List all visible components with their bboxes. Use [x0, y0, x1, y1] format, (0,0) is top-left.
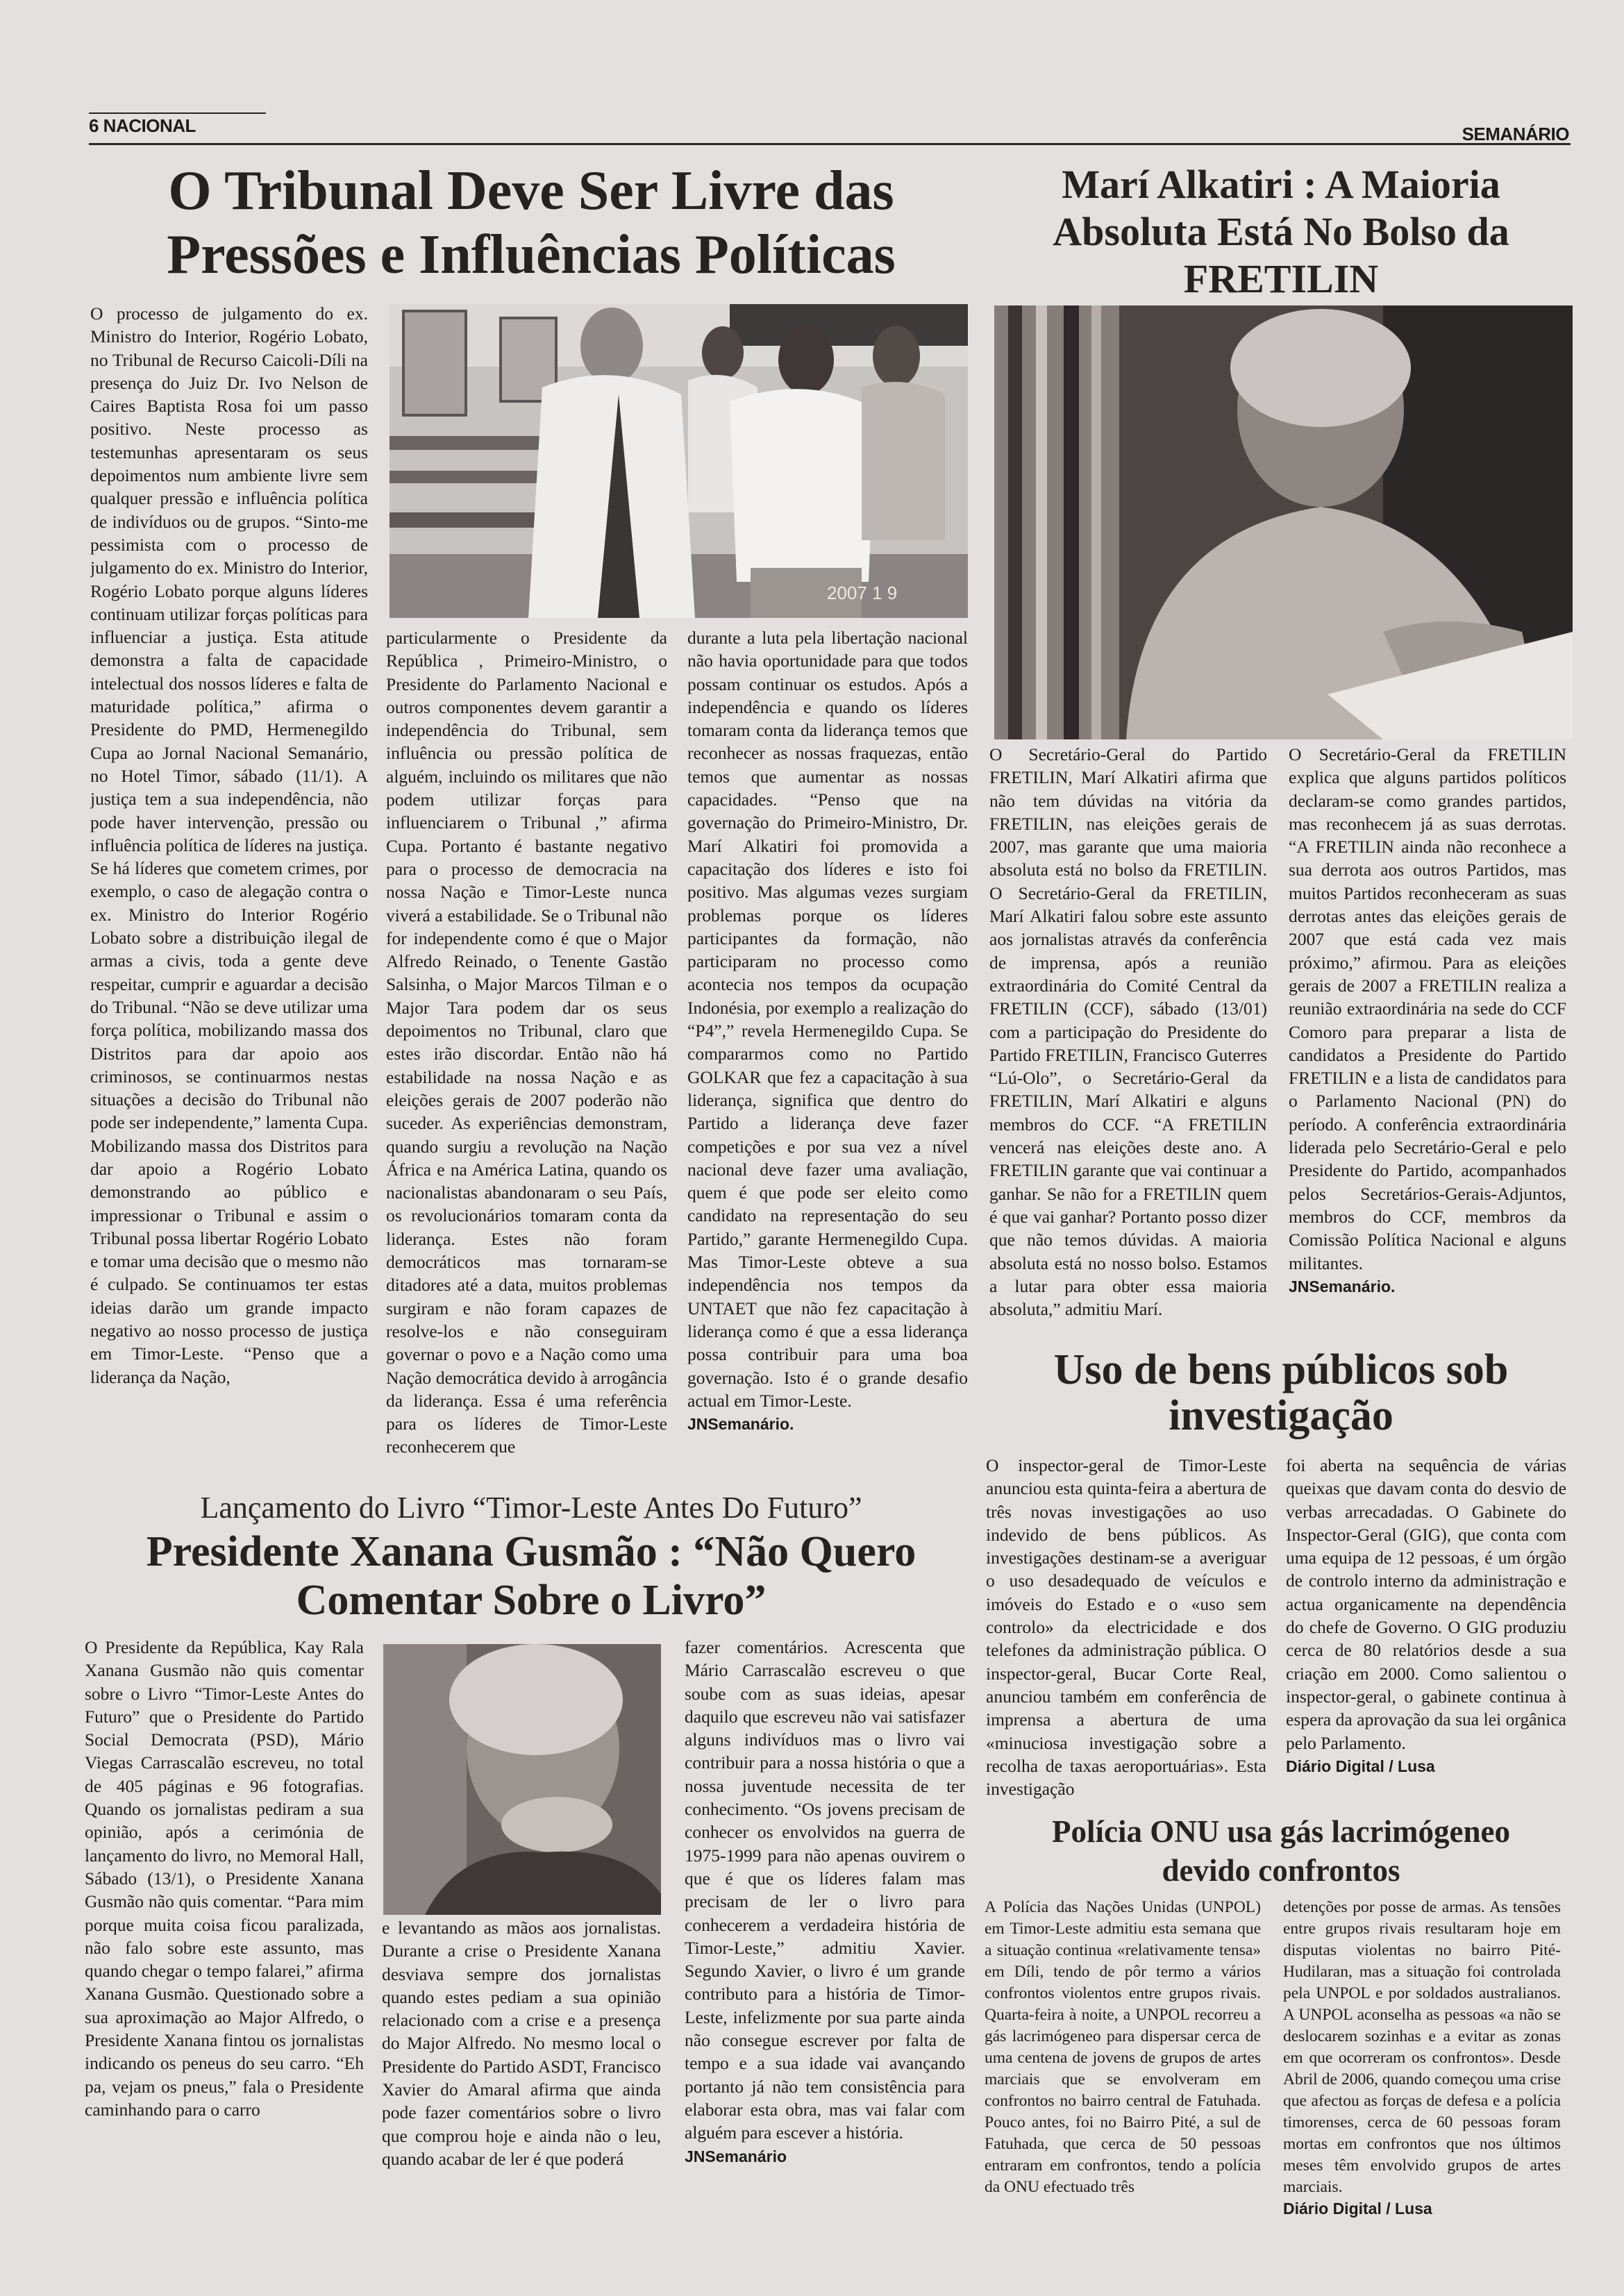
article4-col1-text: O inspector-geral de Timor-Leste anunciou esta quinta-feira a abertura de três novas investigações ao uso indevido de bens públicos. As investigações destinam-se a averiguar o uso desadequado de veículos e imóveis do Estado e o «uso sem controlo» da electricidade e dos telefones da administração pública. O inspector-geral, Bucar Corte Real, anunciou também em conferência de imprensa a abertura de uma «minuciosa investigação sobre a recolha de taxas aeroportuárias». Esta investigação [986, 1455, 1266, 1800]
alkatiri-photo [994, 305, 1573, 739]
article3-column3 [685, 1636, 965, 2219]
article1-column3 [687, 626, 968, 1482]
article1-column1 [90, 302, 368, 1482]
article5-col2-text: detenções por posse de armas. As tensões entre grupos rivais resultaram hoje em disputas violentas no bairro Pité-Hudilaran, mas a situação foi controlada pela UNPOL e por soldados australianos. A UNPOL aconselha as pessoas «a não se deslocarem sozinhas e a evitar as zonas em que ocorreram os confrontos». Desde Abril de 2006, quando começou uma crise que afectou as forças de defesa e a polícia timorenses, cerca de 60 pessoas foram mortas em confrontos que nos últimos meses têm envolvido grupos de artes marciais. [1283, 1898, 1561, 2196]
article2-col1-text: O Secretário-Geral do Partido FRETILIN, Marí Alkatiri afirma que não tem dúvidas na vitória da FRETILIN, nas eleições gerais de 2007, mas garante que uma maioria absoluta está no bolso da FRETILIN. O Secretário-Geral da FRETILIN, Marí Alkatiri falou sobre este assunto aos jornalistas através da conferência de imprensa, após a reunião extraordinária do Comité Central da FRETILIN (CCF), sábado (13/01) com a participação do Presidente do Partido FRETILIN, Francisco Guterres “Lú-Olo”, o Secretário-Geral da FRETILIN, Marí Alkatiri e alguns membros do CCF. “A FRETILIN vencerá nas eleições deste ano. A FRETILIN garante que vai continuar a ganhar. Se não for a FRETILIN quem é que vai ganhar? Portanto posso dizer que não temos dúvidas. A maioria absoluta está no nosso bolso. Estamos a lutar para obter essa maioria absoluta,” admitiu Marí. [989, 744, 1267, 1320]
article2-column1 [989, 743, 1267, 1354]
article5-title-line1: Polícia ONU usa gás lacrimógeneo [1052, 1814, 1510, 1849]
article2-signature: JNSemanário. [1289, 1277, 1396, 1296]
article4-column2 [1286, 1454, 1566, 1808]
article4-column1 [986, 1454, 1266, 1808]
article3-title-line2: Comentar Sobre o Livro” [296, 1577, 767, 1624]
court-hearing-photo [390, 304, 968, 618]
article2-title-line2: Absoluta Está No Bolso da [1053, 209, 1509, 254]
article5-title-line2: devido confrontos [1162, 1853, 1400, 1888]
article5-column2 [1283, 1897, 1561, 2265]
xavier-do-amaral-photo [383, 1644, 661, 1915]
article2-column2 [1289, 743, 1566, 1354]
article4-signature: Diário Digital / Lusa [1286, 1757, 1435, 1775]
article4-col2-text: foi aberta na sequência de várias queixas que davam conta do desvio de verbas arrecadadas. O Gabinete do Inspector-Geral (GIG), que conta com uma equipa de 12 pessoas, é um órgão de controlo interno da administração e actua organicamente na dependência do chefe de Governo. O GIG produziu cerca de 80 relatórios desde a sua criação em 2000. Como salientou o inspector-geral, o gabinete continua à espera da aprovação da sua lei orgânica pelo Parlamento. [1286, 1455, 1566, 1753]
article1-title-line2: Pressões e Influências Políticas [167, 224, 896, 285]
article3-signature: JNSemanário [685, 2147, 787, 2165]
court-photo-art [390, 304, 968, 618]
article3-col1-text: O Presidente da República, Kay Rala Xanana Gusmão não quis comentar sobre o Livro “Timor-Leste Antes do Futuro” que o Presidente do Partido Social Democrata (PSD), Mário Viegas Carrascalão escreveu, no total de 405 páginas e 96 fotografias. Quando os jornalistas pediram a sua opinião, após a cerimónia de lançamento do livro, no Memoral Hall, Sábado (13/1), o Presidente Xanana Gusmão não quis comentar. “Para mim porque muita coisa ficou paralizada, não falo sobre este assunto, mas quando chegar o tempo falarei,” afirma Xanana Gusmão. Questionado sobre a sua aproximação ao Major Alfredo, o Presidente Xanana fintou os jornalistas indicando os peneus do seu carro. “Eh pa, vejam os pneus,” fala o Presidente caminhando para o carro [85, 1637, 364, 2120]
article2-title-line3: FRETILIN [1183, 256, 1379, 301]
article3-column1 [85, 1636, 364, 2219]
article1-column2 [386, 626, 667, 1482]
article5-col1-text: A Polícia das Nações Unidas (UNPOL) em Timor-Leste admitiu esta semana que a situação continua «relativamente tensa» em Díli, tendo de pôr termo a vários confrontos violentos entre grupos rivais. Quarta-feira à noite, a UNPOL recorreu a gás lacrimógeneo para dispersar cerca de uma centena de jovens de grupos de artes marciais que se envolveram em confrontos no bairro central de Fatuhada. Pouco antes, foi no Bairro Pité, a sul de Fatuhada, que cerca de 50 pessoas entraram em confrontos, tendo a polícia da ONU efectuado três [985, 1898, 1261, 2196]
xavier-photo-art [383, 1644, 661, 1915]
article5-column1 [985, 1897, 1261, 2265]
article3-col2-text: e levantando as mãos aos jornalistas. Durante a crise o Presidente Xanana desviava sempre dos jornalistas quando estes pediam a sua opinião relacionado com a crise e a presença do Major Alfredo. No mesmo local o Presidente do Partido ASDT, Francisco Xavier do Amaral afirma que ainda pode fazer comentários sobre o livro que comprou hoje e ainda não o leu, quando acabar de ler é que poderá [382, 1918, 661, 2169]
section-underline [89, 112, 266, 114]
article3-column2 [382, 1916, 661, 2219]
article3-kicker: Lançamento do Livro “Timor-Leste Antes Do Futuro” [200, 1491, 862, 1525]
article1-signature: JNSemanário. [687, 1415, 794, 1434]
header-rule [89, 143, 1571, 145]
publication-name: SEMANÁRIO [1462, 124, 1569, 144]
article3-title-line1: Presidente Xanana Gusmão : “Não Quero [146, 1528, 916, 1575]
article1-col3-text: durante a luta pela libertação nacional não havia oportunidade para que todos possam continuar os estudos. Após a independência e quando os líderes tomaram conta da liderança temos que reconhecer as nossas fraquezas, então temos que aumentar as nossas capacidades. “Penso que na governação do Primeiro-Ministro, Dr. Marí Alkatiri foi promovida a capacitação dos líderes e isto foi positivo. Mas algumas vezes surgiam problemas porque os líderes participantes da formação, não participaram no processo como acontecia nos tempos da ocupação Indonésia, por exemplo a realização do “P4”,” revela Hermenegildo Cupa. Se compararmos como no Partido GOLKAR que fez a capacitação à sua liderança, significa que dentro do Partido a liderança deve fazer competições e por sua vez a nível nacional deve fazer uma avaliação, quem é que pode ser eleito como candidato na representação do seu Partido,” garante Hermenegildo Cupa. Mas Timor-Leste obteve a sua independência nos tempos da UNTAET que não fez capacitação à liderança como é que a essa liderança possa contribuir para uma boa governação. Isto é o grande desafio actual em Timor-Leste. [687, 628, 968, 1411]
photo-date-stamp: 2007 1 9 [827, 583, 898, 603]
article2-col2-text: O Secretário-Geral da FRETILIN explica que alguns partidos políticos declaram-se como grandes partidos, mas reconhecem já as suas derrotas. “A FRETILIN ainda não reconhece a sua derrota aos outros Partidos, mas muitos Partidos reconheceram as suas derrotas antes das eleições gerais de 2007 que está cada vez mais próximo,” afirmou. Para as eleições gerais de 2007 a FRETILIN realiza a reunião extraordinária na sede do CCF Comoro para preparar a lista de candidatos a Presidente do Partido FRETILIN e a lista de candidatos para o Parlamento Nacional (PN) do período. A conferência extraordinária liderada pelo Secretário-Geral e pelo Presidente do Partido, acompanhados pelos Secretários-Gerais-Adjuntos, membros do CCF, membros da Comissão Política Nacional e alguns militantes. [1289, 744, 1566, 1273]
article1-col1-text: O processo de julgamento do ex. Ministro do Interior, Rogério Lobato, no Tribunal de Recurso Caicoli-Díli na presença do Juiz Dr. Ivo Nelson de Caires Baptista Rosa foi um passo positivo. Neste processo as testemunhas apresentaram os seus depoimentos num ambiente livre sem qualquer pressão e influência política de indivíduos ou de grupos. “Sinto-me pessimista com o processo de julgamento do ex. Ministro do Interior, Rogério Lobato porque alguns líderes continuam utilizar forças políticas para influenciar a justiça. Esta atitude demonstra a falta de capacidade intelectual dos nossos líderes e falta de maturidade política,” afirma o Presidente do PMD, Hermenegildo Cupa ao Jornal Nacional Semanário, no Hotel Timor, sábado (11/1). A justiça tem a sua independência, não pode haver intervenção, pressão ou influência política de líderes na justiça. Se há líderes que cometem crimes, por exemplo, o caso de alegação contra o ex. Ministro do Interior Rogério Lobato sobre a distribuição ilegal de armas a civis, toda a gente deve respeitar, cumprir e aguardar a decisão do Tribunal. “Não se deve utilizar uma força política, mobilizando massa dos Distritos para dar apoio aos criminosos, se continuarmos nestas situações a decisão do Tribunal não pode ser independente,” lamenta Cupa. Mobilizando massa dos Distritos para dar apoio a Rogério Lobato demonstrando ao público e impressionar o Tribunal e assim o Tribunal possa libertar Rogério Lobato e tomar uma decisão que o mesmo não é culpado. Se continuamos ter estas ideias darão um grande impacto negativo ao nosso processo de justiça em Timor-Leste. “Penso que a liderança da Nação, [90, 303, 368, 1387]
article1-title-line1: O Tribunal Deve Ser Livre das [168, 160, 894, 221]
article4-title-line2: investigação [1169, 1392, 1393, 1439]
section-label: 6 NACIONAL [89, 115, 196, 136]
article1-col2-text: particularmente o Presidente da República , Primeiro-Ministro, o Presidente do Parlamento Nacional e outros componentes devem garantir a independência do Tribunal, sem influência ou pressão política de alguém, incluindo os militares que não podem utilizar forças para influenciarem o Tribunal ,” afirma Cupa. Portanto é bastante negativo para o processo de democracia na nossa Nação e Timor-Leste nunca viverá a estabilidade. Se o Tribunal não for independente como é que o Major Alfredo Reinado, o Tenente Gastão Salsinha, o Major Marcos Tilman e o Major Tara podem dar os seus depoimentos no Tribunal, claro que estes irão discordar. Então não há estabilidade na nossa Nação e as eleições gerais de 2007 poderão não suceder. As experiências demonstram, quando surgiu a revolução na Nação África e na América Latina, quando os nacionalistas abandonaram o seu País, os revolucionários tomaram conta da liderança. Estes não foram democráticos mas tornaram-se ditadores até a data, muitos problemas surgiram e não foram capazes de resolve-los e não conseguiram governar o povo e a Nação como uma Nação democrática devido à arrogância da liderança. Essa é uma referência para os líderes de Timor-Leste reconhecerem que [386, 628, 667, 1457]
article5-signature: Diário Digital / Lusa [1283, 2199, 1432, 2218]
alkatiri-photo-art [994, 305, 1573, 739]
article2-title-line1: Marí Alkatiri : A Maioria [1062, 162, 1500, 207]
article4-title-line1: Uso de bens públicos sob [1053, 1346, 1509, 1393]
article3-col3-text: fazer comentários. Acrescenta que Mário Carrascalão escreveu o que soube com as suas ideias, apesar daquilo que escreveu não vai satisfazer alguns indivíduos mas o livro vai contribuir para a nossa história o que a nossa juventude necessita de ter conhecimento. “Os jovens precisam de conhecer os envolvidos na guerra de 1975-1999 para não apenas ouvirem o que é que os líderes falam mas precisam de ler o livro para conhecerem a verdadeira história de Timor-Leste,” admitiu Xavier. Segundo Xavier, o livro é um grande contributo para a história de Timor-Leste, infelizmente por sua parte ainda não consegue escrever por falta de tempo e a sua idade vai avançando portanto já não tem consistência para elaborar esta obra, mas vai falar com alguém para escever a história. [685, 1637, 965, 2143]
